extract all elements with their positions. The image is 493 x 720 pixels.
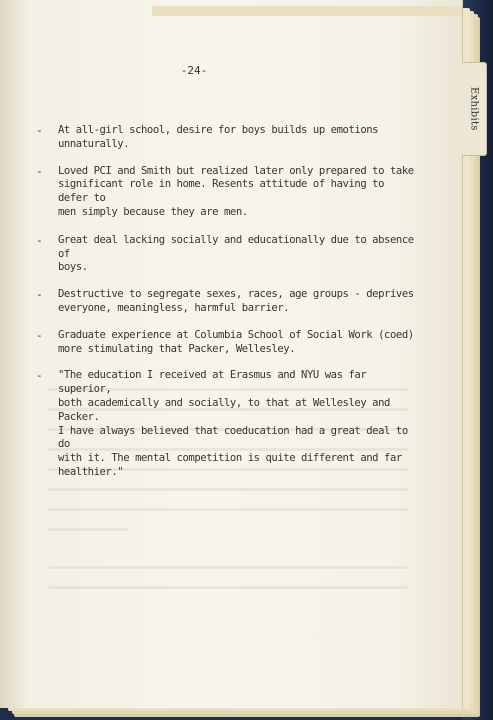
show-through-line <box>48 586 408 589</box>
list-item <box>36 369 416 479</box>
list-item-text: Destructive to segregate sexes, races, age groups - deprives everyone, meaningless, harmful barrier. <box>58 288 414 314</box>
paper-top-edge <box>152 6 462 16</box>
list-item-text: Loved PCI and Smith but realized later only prepared to take significant role in home. Resents attitude of having to defer to men simply because they are men. <box>58 164 414 218</box>
page-number: -24- <box>180 64 208 77</box>
bullet-list <box>36 124 416 493</box>
list-item-text: Great deal lacking socially and educationally due to absence of boys. <box>58 233 414 274</box>
bullet-dash: - <box>36 288 43 302</box>
bullet-dash: - <box>36 164 43 178</box>
show-through-line <box>48 566 408 569</box>
bullet-dash: - <box>36 233 43 247</box>
bullet-dash: - <box>36 328 43 342</box>
list-item <box>36 124 416 152</box>
list-item-text: At all-girl school, desire for boys builds up emotions unnaturally. <box>58 124 379 150</box>
exhibits-tab[interactable] <box>462 62 487 156</box>
show-through-line <box>48 508 408 511</box>
list-item <box>36 165 416 220</box>
show-through-line <box>48 528 128 531</box>
list-item-text: Graduate experience at Columbia School of Social Work (coed) more stimulating that Packer, Wellesley. <box>58 328 414 355</box>
list-item-text: "The education I received at Erasmus and NYU was far superior, both academically and socially, to that at Wellesley and Packer. I have always believed that coeducation had a great deal to do with it. The mental competition is quite different and far healthier." <box>58 369 408 478</box>
bullet-dash: - <box>36 369 43 383</box>
list-item <box>36 288 416 316</box>
list-item <box>36 234 416 275</box>
bullet-dash: - <box>36 124 43 137</box>
exhibits-tab-label: Exhibits <box>468 87 480 131</box>
list-item <box>36 329 416 357</box>
